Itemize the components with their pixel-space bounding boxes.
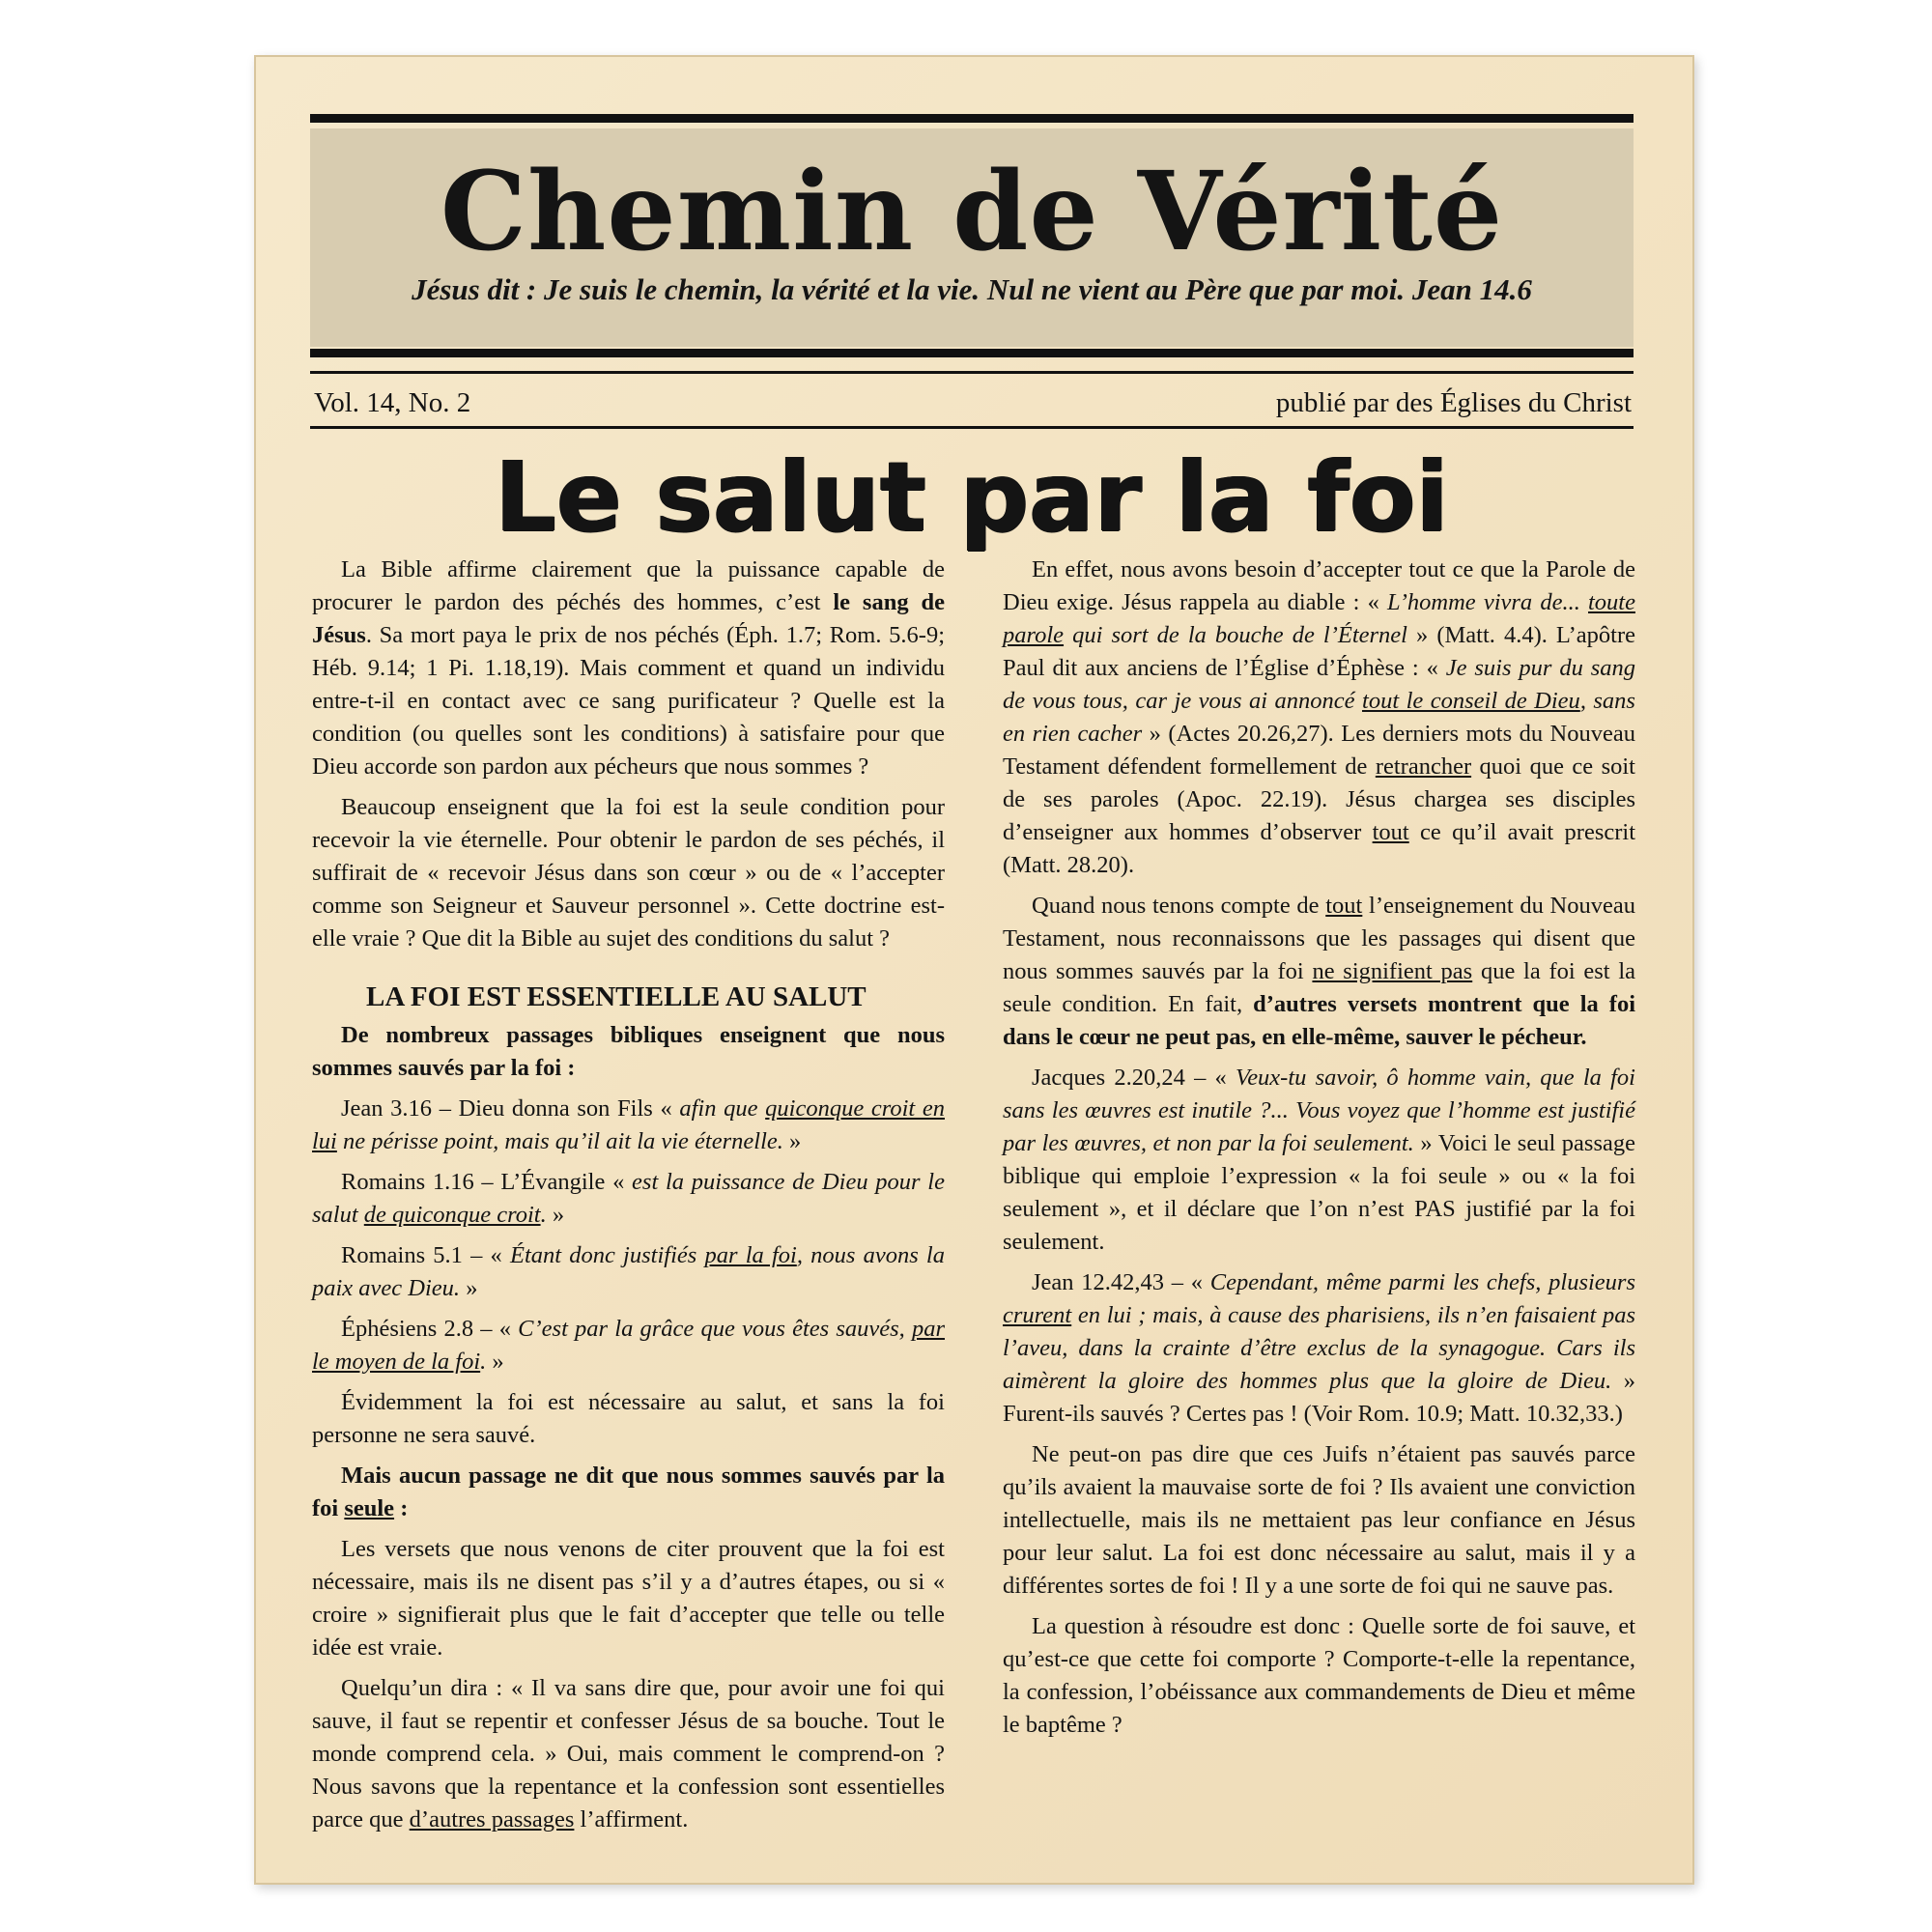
paragraph-ne-peut-on-pas: Ne peut-on pas dire que ces Juifs n’étaient pas sauvés parce qu’ils avaient la mauvaise sorte de foi ? Ils avaient une conviction intellectuelle, mais ils ne mettaient pas leur confiance en Jésus pour leur salut. La foi est donc nécessaire au salut, mais il y a différentes sortes de foi ! Il y a une sorte de foi qui ne sauve pas. [1003, 1441, 1635, 1599]
paragraph-question-a-resoudre: La question à résoudre est donc : Quelle sorte de foi sauve, et qu’est-ce que cette foi comporte ? Comporte-t-elle la repentance, la confession, l’obéissance aux commandements de Dieu et même le baptême ? [1003, 1613, 1635, 1738]
verse-jean-3-16: Jean 3.16 – Dieu donna son Fils « afin que quiconque croit en lui ne périsse point, mais qu’il ait la vie éternelle. » [312, 1095, 945, 1154]
paragraph-doctrine: Beaucoup enseignent que la foi est la seule condition pour recevoir la vie éternelle. Pour obtenir le pardon de ses péchés, il suffirait de « recevoir Jésus dans son cœur » ou de « l’accepter comme son Seigneur et Sauveur personnel ». Cette doctrine est-elle vraie ? Que dit la Bible au sujet des conditions du salut ? [312, 794, 945, 952]
paragraph-versets-cites: Les versets que nous venons de citer prouvent que la foi est nécessaire, mais ils ne disent pas s’il y a d’autres étapes, ou si « croire » signifierait plus que le fait d’accepter que telle ou telle idée est vraie. [312, 1536, 945, 1661]
paragraph-quand-nous-tenons: Quand nous tenons compte de tout l’enseignement du Nouveau Testament, nous reconnaissons que les passages qui disent que nous sommes sauvés par la foi ne signifient pas que la foi est la seule condition. En fait, d’autres versets montrent que la foi dans le cœur ne peut pas, en elle-même, sauver le pécheur. [1003, 893, 1636, 1050]
paragraph-aucun-passage: Mais aucun passage ne dit que nous sommes sauvés par la foi seule : [312, 1463, 945, 1521]
newsletter-tagline: Jésus dit : Je suis le chemin, la vérité et la vie. Nul ne vient au Père que par moi. Jean 14.6 [412, 272, 1532, 306]
paragraph-passages-intro: De nombreux passages bibliques enseignent que nous sommes sauvés par la foi : [312, 1022, 945, 1081]
paragraph-en-effet: En effet, nous avons besoin d’accepter tout ce que la Parole de Dieu exige. Jésus rappela au diable : « L’homme vivra de... toute parole qui sort de la bouche de l’Éternel » (Matt. 4.4). L’apôtre Paul dit aux anciens de l’Église d’Éphèse : « Je suis pur du sang de vous tous, car je vous ai annoncé tout le conseil de Dieu, sans en rien cacher » (Actes 20.26,27). Les derniers mots du Nouveau Testament défendent formellement de retrancher quoi que ce soit de ses paroles (Apoc. 22.19). Jésus chargea ses disciples d’enseigner aux hommes d’observer tout ce qu’il avait prescrit (Matt. 28.20). [1003, 556, 1635, 878]
paragraph-intro: La Bible affirme clairement que la puissance capable de procurer le pardon des péchés des hommes, c’est le sang de Jésus. Sa mort paya le prix de nos péchés (Éph. 1.7; Rom. 5.6-9; Héb. 9.14; 1 Pi. 1.18,19). Mais comment et quand un individu entre-t-il en contact avec ce sang purificateur ? Quelle est la condition (ou quelles sont les conditions) à satisfaire pour que Dieu accorde son pardon aux pécheurs que nous sommes ? [312, 556, 946, 780]
volume-number: Vol. 14, No. 2 [314, 387, 471, 418]
masthead-thin-rule [310, 371, 1634, 374]
paragraph-jean-12-42: Jean 12.42,43 – « Cependant, même parmi les chefs, plusieurs crurent en lui ; mais, à cause des pharisiens, ils n’en faisaient pas l’aveu, dans la crainte d’être exclus de la synagogue. Cars ils aimèrent la gloire des hommes plus que la gloire de Dieu. » Furent-ils sauvés ? Certes pas ! (Voir Rom. 10.9; Matt. 10.32,33.) [1003, 1269, 1635, 1427]
paragraph-quelquun-dira: Quelqu’un dira : « Il va sans dire que, pour avoir une foi qui sauve, il faut se repentir et confesser Jésus de sa bouche. Tout le monde comprend cela. » Oui, mais comment le comprend-on ? Nous savons que la repentance et la confession sont essentielles parce que d’autres passages l’affirment. [312, 1675, 945, 1833]
info-rule [310, 426, 1634, 429]
paragraph-jacques-2-20: Jacques 2.20,24 – « Veux-tu savoir, ô homme vain, que la foi sans les œuvres est inutile ?... Vous voyez que l’homme est justifié par les œuvres, et non par la foi seulement. » Voici le seul passage biblique qui emploie l’expression « la foi seule » ou « la foi seulement », et il déclare que l’on n’est PAS justifié par la foi seulement. [1003, 1065, 1635, 1255]
masthead-top-rule [310, 114, 1634, 123]
right-column [1003, 554, 1635, 1749]
verse-romains-1-16: Romains 1.16 – L’Évangile « est la puissance de Dieu pour le salut de quiconque croit. » [312, 1169, 945, 1228]
verse-ephesiens-2-8: Éphésiens 2.8 – « C’est par la grâce que vous êtes sauvés, par le moyen de la foi. » [312, 1316, 946, 1375]
masthead-bottom-rule [310, 349, 1634, 357]
article-headline: Le salut par la foi [495, 440, 1449, 554]
left-column [312, 554, 945, 1844]
paragraph-foi-necessaire: Évidemment la foi est nécessaire au salut, et sans la foi personne ne sera sauvé. [312, 1389, 945, 1448]
emphasis-sang-de-jesus: le sang de Jésus [312, 589, 946, 648]
newsletter-title: Chemin de Vérité [440, 149, 1504, 275]
section-heading: LA FOI EST ESSENTIELLE AU SALUT [366, 981, 867, 1012]
verse-romains-5-1: Romains 5.1 – « Étant donc justifiés par la foi, nous avons la paix avec Dieu. » [312, 1242, 945, 1301]
publisher-line: publié par des Églises du Christ [1275, 387, 1632, 418]
